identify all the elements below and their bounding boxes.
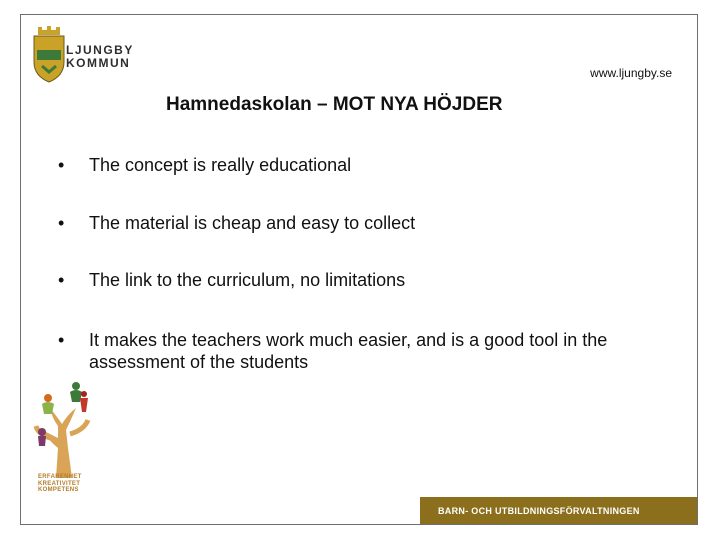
footer-bar bbox=[420, 497, 697, 524]
bullet-text: It makes the teachers work much easier, and is a good tool in the assessment of the students bbox=[89, 330, 608, 372]
footer-text: BARN- OCH UTBILDNINGSFÖRVALTNINGEN bbox=[438, 506, 640, 516]
bullet-marker: • bbox=[58, 270, 65, 290]
tree-illustration bbox=[28, 378, 98, 478]
website-url[interactable]: www.ljungby.se bbox=[590, 66, 672, 80]
bullet-text: The material is cheap and easy to collect bbox=[89, 213, 416, 233]
bullet-text: The concept is really educational bbox=[89, 155, 352, 175]
tree-caption-line: KREATIVITET bbox=[38, 480, 81, 487]
tree-caption-line: KOMPETENS bbox=[38, 487, 79, 493]
logo-wordmark bbox=[66, 44, 134, 70]
tree-caption bbox=[38, 474, 82, 494]
logo-line-2: KOMMUN bbox=[66, 56, 131, 70]
logo-line-1: LJUNGBY bbox=[66, 43, 134, 57]
bullet-marker: • bbox=[58, 213, 65, 233]
page-title: Hamnedaskolan – MOT NYA HÖJDER bbox=[166, 94, 503, 115]
tree-caption-line: ERFARENHET bbox=[38, 474, 82, 480]
bullet-text: The link to the curriculum, no limitations bbox=[89, 270, 406, 290]
bullet-marker: • bbox=[58, 330, 65, 350]
bullet-marker: • bbox=[58, 155, 65, 175]
